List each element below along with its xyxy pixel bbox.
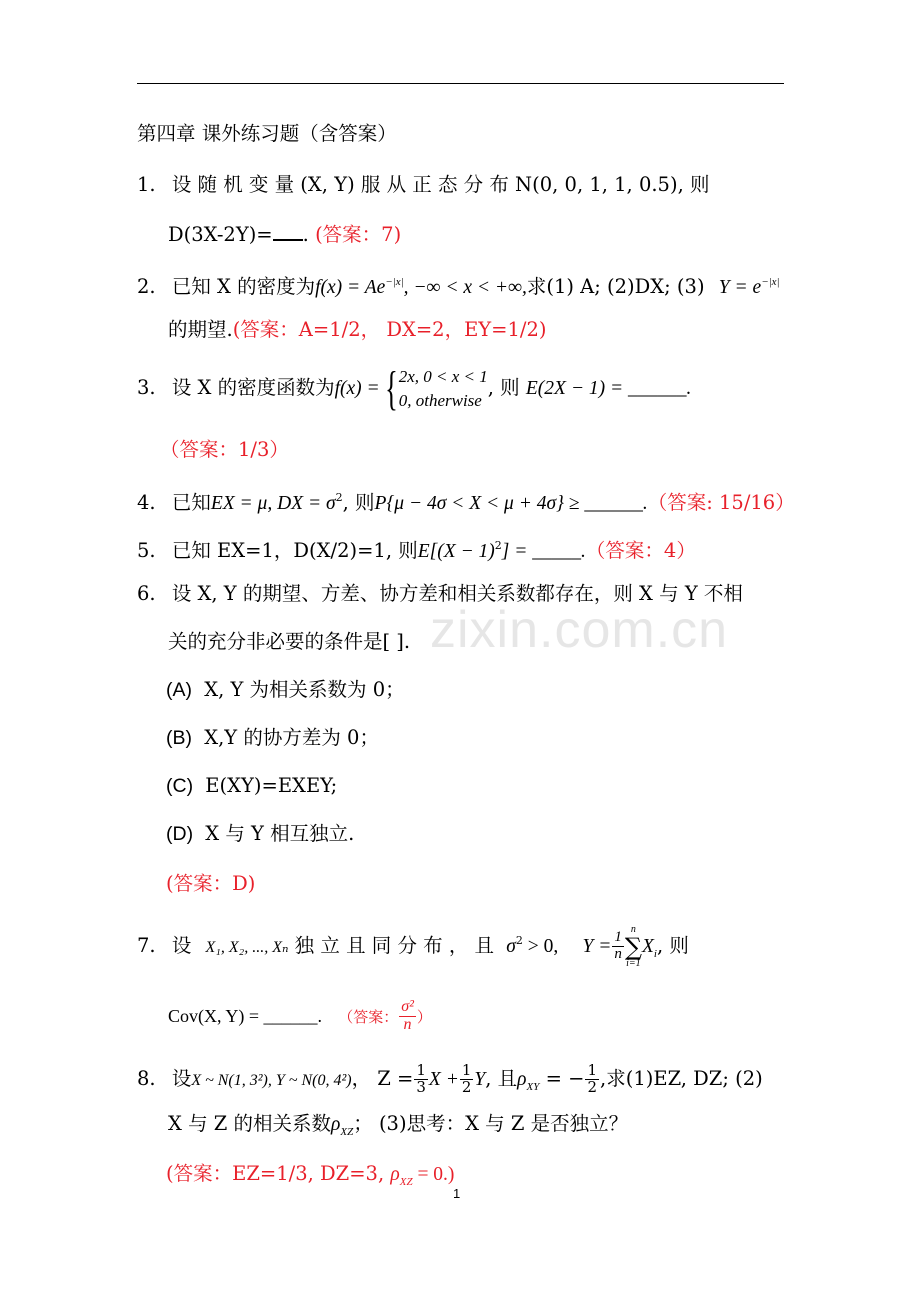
- q8-answer-rho: ρ: [390, 1164, 400, 1185]
- q7-answer-den: n: [403, 1016, 412, 1033]
- question-5: [137, 532, 696, 566]
- q8-frac-3-den: 2: [587, 1078, 598, 1096]
- q6-option-d-text: X 与 Y 相互独立.: [205, 822, 355, 845]
- q2-answer: (答案：A=1/2， DX=2，EY=1/2): [232, 318, 547, 341]
- q3-brace: {: [384, 361, 398, 415]
- q4-square: 2: [335, 491, 343, 504]
- question-3: [137, 360, 691, 417]
- q5-pre: 已知 EX=1，D(X/2)=1, 则: [171, 539, 418, 562]
- q1-expression: D(3X-2Y)=: [168, 223, 273, 246]
- q7-xi-sub: i: [653, 948, 657, 960]
- q6-option-a: [166, 676, 405, 704]
- q5-answer: （答案：4）: [585, 539, 696, 562]
- q8-answer-text: (答案：EZ=1/3, DZ=3,: [166, 1162, 385, 1185]
- q5-square: 2: [494, 539, 502, 552]
- q2-y-exponent: −|x|: [761, 276, 780, 288]
- q4-mid: , 则: [342, 491, 375, 514]
- q8-z: ， Z =: [351, 1067, 414, 1090]
- q7-gt: > 0,: [522, 936, 559, 957]
- q8-rho2-sub: XZ: [340, 1126, 354, 1138]
- q6-number: 6.: [137, 582, 156, 605]
- q7-answer-num: σ²: [401, 998, 414, 1016]
- question-8: [137, 1056, 763, 1110]
- q3-case1: 2x, 0 < x < 1: [398, 366, 488, 386]
- q4-probability: P{μ − 4σ < X < μ + 4σ} ≥ ______.: [374, 493, 648, 514]
- header-rule: [137, 83, 784, 84]
- q7-square: 2: [515, 934, 523, 947]
- q5-number: 5.: [137, 539, 156, 562]
- q6-option-b-label: (B): [166, 727, 192, 749]
- q3-post: , 则: [487, 376, 520, 399]
- q8-answer: [166, 1160, 454, 1196]
- q6-answer: (答案：D): [166, 872, 256, 895]
- question-6: [137, 580, 743, 608]
- q3-pre: 设 X 的密度函数为: [171, 376, 335, 399]
- q2-ask: 求(1) A; (2)DX; (3): [526, 275, 705, 298]
- q6-text: 设 X, Y 的期望、方差、协方差和相关系数都存在，则 X 与 Y 不相: [171, 582, 743, 605]
- q8-frac-1-num: 1: [416, 1061, 426, 1080]
- q8-frac-2-den: 2: [461, 1078, 472, 1096]
- q4-pre: 已知: [171, 491, 211, 514]
- question-1: [137, 171, 709, 199]
- q7-sum: [625, 925, 642, 969]
- q6-option-a-label: (A): [166, 679, 192, 701]
- q8-zx: X +: [428, 1069, 459, 1090]
- q7-variables: X₁, X₂, ..., Xₙ: [205, 939, 289, 956]
- q6-option-d: [166, 820, 354, 848]
- q7-frac-den: n: [614, 946, 622, 962]
- q5-expression: E[(X − 1): [417, 541, 495, 562]
- q7-xi: X: [642, 936, 654, 957]
- q7-mid: 独 立 且 同 分 布 ， 且: [294, 934, 495, 957]
- q6-option-b-text: X,Y 的协方差为 0；: [204, 726, 379, 749]
- q2-formula: f(x) = Ae: [315, 277, 386, 298]
- q8-ask: ,求(1)EZ, DZ; (2): [600, 1067, 763, 1090]
- q2-y: Y = e: [718, 277, 762, 298]
- q8-rho-sub: XY: [526, 1081, 540, 1093]
- q8-frac-3-num: 1: [587, 1061, 598, 1080]
- q8-rho: ρ: [517, 1069, 527, 1090]
- q6-option-c: [166, 772, 337, 800]
- q8-answer-end: = 0.): [412, 1164, 455, 1185]
- question-2: [137, 268, 780, 302]
- q8-rho2: ρ: [331, 1114, 341, 1135]
- q7-sum-symbol: ∑: [624, 932, 642, 961]
- q4-answer: （答案: 15/16）: [647, 491, 795, 514]
- q3-answer: （答案：1/3）: [160, 438, 289, 461]
- q8-line2: X 与 Z 的相关系数: [168, 1112, 332, 1135]
- q2-exponent: −|x|: [385, 276, 404, 288]
- question-7-line2: [168, 994, 432, 1039]
- question-4: [137, 484, 795, 518]
- q7-sum-top: n: [630, 923, 636, 935]
- q7-number: 7.: [137, 934, 156, 957]
- q7-answer-pre: （答案：: [338, 1008, 399, 1026]
- q6-option-a-text: X, Y 为相关系数为 0；: [204, 678, 405, 701]
- watermark: zixin.com.cn: [430, 601, 729, 659]
- q7-then: , 则: [656, 934, 689, 957]
- q7-pre: 设: [171, 934, 192, 957]
- q7-sigma: σ: [506, 936, 516, 957]
- q1-number: 1.: [137, 173, 156, 196]
- q8-line2b: ； (3)思考：X 与 Z 是否独立？: [353, 1112, 629, 1135]
- q2-line2: 的期望.: [168, 318, 233, 341]
- q8-eq: = −: [539, 1067, 585, 1090]
- question-7: [137, 916, 689, 979]
- q8-zy: Y: [474, 1069, 486, 1090]
- q6-option-b: [166, 724, 379, 752]
- q7-y: Y =: [582, 936, 612, 957]
- q1-text: 设 随 机 变 量 (X, Y) 服 从 正 态 分 布 N(0, 0, 1, 1, 0.5), 则: [171, 173, 710, 196]
- q1-period: .: [302, 223, 309, 246]
- q3-fx: f(x) =: [334, 378, 380, 399]
- q8-frac-3: [585, 1063, 599, 1096]
- q6-option-c-label: (C): [166, 775, 194, 797]
- q8-frac-2: [460, 1063, 474, 1096]
- question-2-line2: [168, 316, 547, 344]
- q6-option-d-label: (D): [166, 823, 194, 845]
- q7-answer-post: ）: [416, 1008, 432, 1026]
- chapter-title: 第四章 课外练习题（含答案）: [137, 122, 397, 145]
- q3-cases: [399, 365, 488, 413]
- q7-frac-num: 1: [614, 929, 622, 946]
- question-8-line2: [168, 1110, 628, 1146]
- q8-and: , 且: [485, 1067, 518, 1090]
- question-3-answer: [160, 436, 289, 464]
- q1-blank: [273, 219, 303, 241]
- q8-number: 8.: [137, 1067, 156, 1090]
- question-1-line2: [168, 219, 401, 249]
- page-number: 1: [453, 1186, 461, 1201]
- question-6-line2: 关的充分非必要的条件是[ ].: [168, 630, 411, 653]
- q2-pre: 已知 X 的密度为: [171, 275, 316, 298]
- q6-option-c-text: E(XY)=EXEY;: [205, 774, 338, 797]
- q2-range: , −∞ < x < +∞,: [403, 277, 527, 298]
- q2-number: 2.: [137, 275, 156, 298]
- q3-number: 3.: [137, 376, 156, 399]
- q3-expression: E(2X − 1) = ______.: [525, 378, 692, 399]
- q8-distribution: X ~ N(1, 3²), Y ~ N(0, 4²): [191, 1072, 352, 1089]
- q7-cov: Cov(X, Y) = ______.: [168, 1006, 322, 1026]
- q4-number: 4.: [137, 491, 156, 514]
- q7-fraction: [612, 930, 624, 963]
- q8-frac-2-num: 1: [461, 1061, 472, 1080]
- q8-frac-1: [414, 1063, 428, 1096]
- q7-sum-bottom: i=1: [626, 957, 641, 969]
- q8-frac-1-den: 3: [416, 1078, 426, 1096]
- q4-given: EX = μ, DX = σ: [210, 493, 336, 514]
- q8-text: 设: [171, 1067, 192, 1090]
- q8-answer-rho-sub: XZ: [399, 1176, 413, 1188]
- q7-answer-fraction: [399, 999, 416, 1034]
- q5-expression-end: ] = _____.: [501, 541, 586, 562]
- q3-case2: 0, otherwise: [398, 390, 482, 410]
- q1-answer: (答案：7): [315, 223, 402, 246]
